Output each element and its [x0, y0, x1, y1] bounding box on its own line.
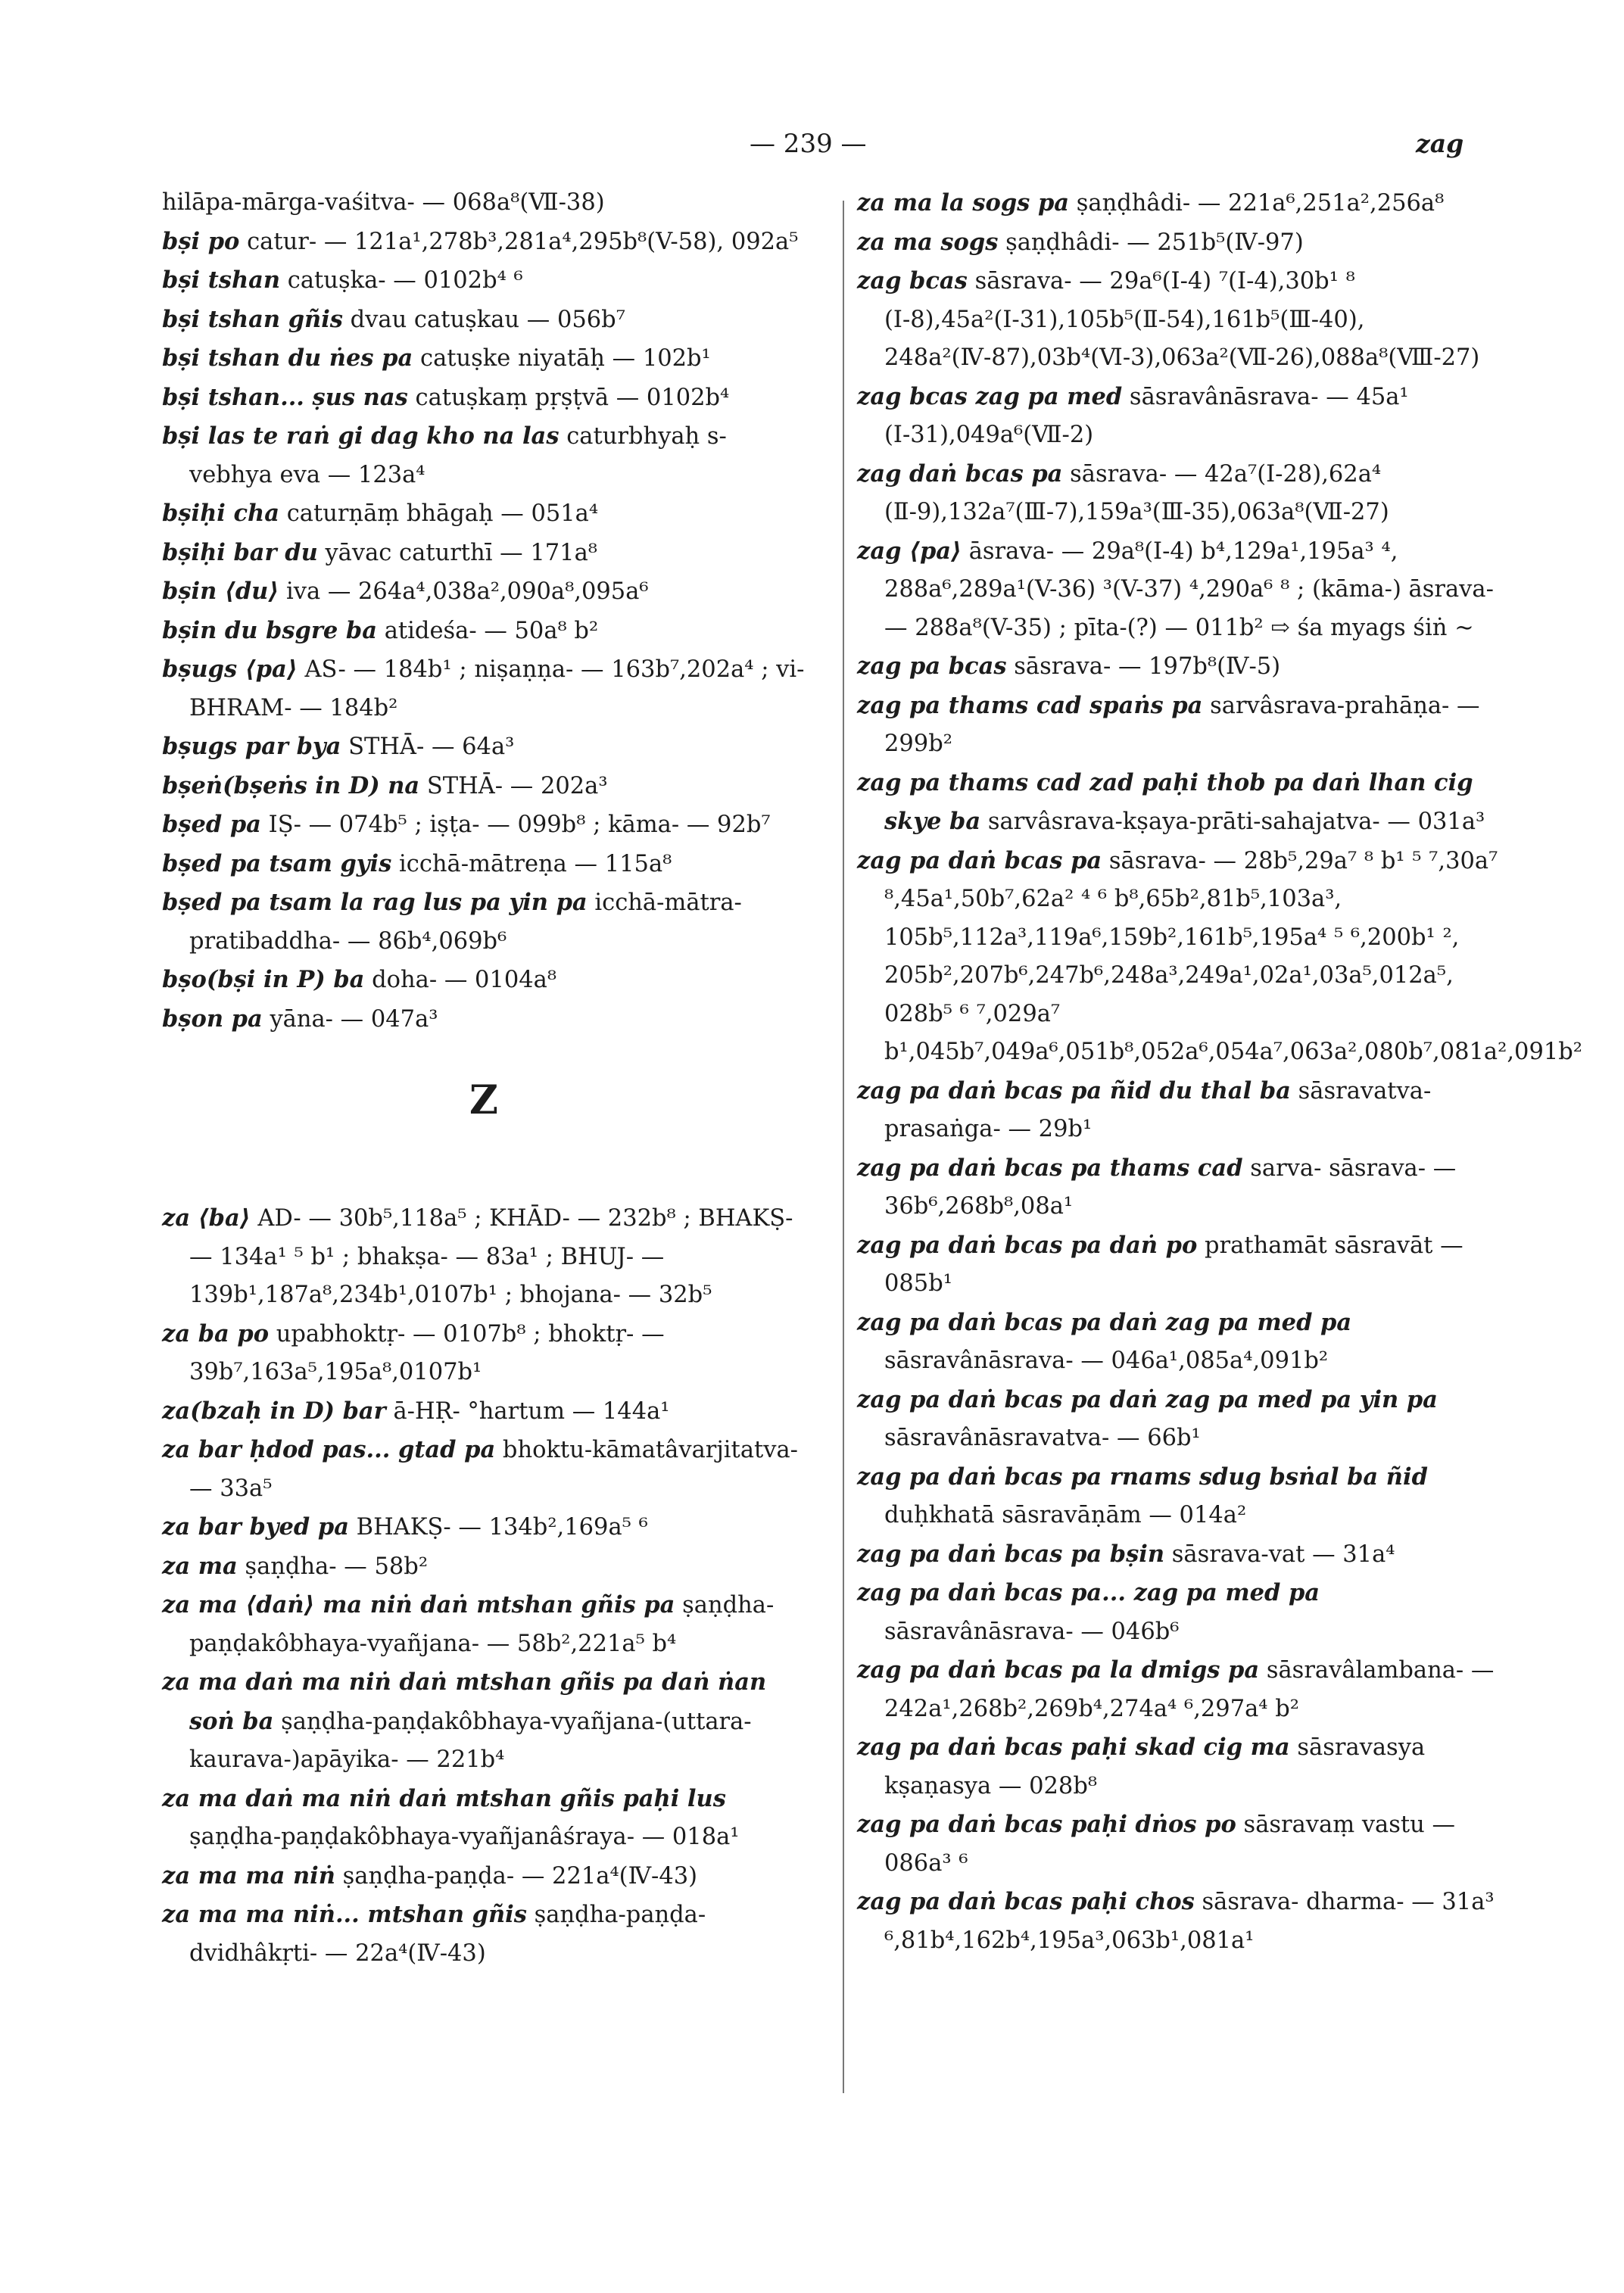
entry-definition: bhoktu-kāmatâvarjitatva- — 33a⁵ [189, 1437, 798, 1502]
entry-headword: bṣi las te raṅ gi dag kho na las [162, 422, 560, 450]
entry-definition: sāsrava- — 29a⁶(Ⅰ-4) ⁷(Ⅰ-4),30b¹ ⁸ (Ⅰ-8),45a²(Ⅰ-31),105b⁵(Ⅱ-54),161b⁵(Ⅲ-40), 248a²(Ⅳ-87),03b⁴(Ⅵ-3),063a²(Ⅶ-26),088a⁸(Ⅷ-27) [884, 268, 1480, 371]
dictionary-entry [162, 727, 806, 767]
entry-headword: za ba po [162, 1319, 270, 1347]
dictionary-entry [857, 1072, 1516, 1149]
entry-definition: ā-HṚ- °hartum — 144a¹ [393, 1397, 670, 1425]
entry-definition: hilāpa-mārga-vaśitva- — 068a⁸(Ⅶ-38) [162, 189, 605, 216]
entry-definition: icchā-mātreṇa — 115a⁸ [398, 850, 672, 877]
entry-headword: zag pa bcas [857, 653, 1007, 680]
entry-definition: yāvac caturthī — 171a⁸ [325, 539, 597, 566]
entry-definition: sāsrava- — 197b⁸(Ⅳ-5) [1014, 653, 1281, 680]
entry-headword: zag bcas [857, 267, 968, 294]
dictionary-entry [162, 339, 806, 379]
dictionary-entry [857, 262, 1516, 378]
entry-headword: zag pa daṅ bcas pa... zag pa med pa [857, 1579, 1320, 1606]
entry-definition: sāsrava- — 28b⁵,29a⁷ ⁸ b¹ ⁵ ⁷,30a⁷ ⁸,45a¹,50b⁷,62a² ⁴ ⁶ b⁸,65b²,81b⁵,103a³, 105b⁵,112a³,119a⁶,159b²,161b⁵,195a⁴ ⁵ ⁶,200b¹ ², 205b²,207b⁶,247b⁶,248a³,249a¹,02a¹,03a⁵,012a⁵, 028b⁵ ⁶ ⁷,029a⁷ b¹,045b⁷,049a⁶,051b⁸,052a⁶,054a⁷,063a²,080b⁷,081a²,091b² [884, 847, 1582, 1065]
entry-headword: bṣugs par bya [162, 733, 341, 760]
entry-headword: za bar ḥdod pas... gtad pa [162, 1436, 496, 1463]
entry-headword: zag pa daṅ bcas pa [857, 846, 1102, 874]
entry-definition: catuṣke niyatāḥ — 102b¹ [419, 345, 711, 372]
entry-definition: sāsrava- dharma- — 31a³ ⁶,81b⁴,162b⁴,195a³,063b¹,081a¹ [884, 1889, 1495, 1954]
entry-headword: za ma la sogs pa [857, 189, 1070, 217]
entry-headword: zag pa daṅ bcas pa thams cad [857, 1154, 1243, 1182]
entry-headword: zag bcas zag pa med [857, 382, 1123, 410]
entry-definition: IṢ- — 074b⁵ ; iṣṭa- — 099b⁸ ; kāma- — 92b⁷ [268, 812, 771, 838]
entry-headword: bṣiḥi cha [162, 500, 279, 527]
entry-headword: zag pa daṅ bcas pa daṅ zag pa med pa [857, 1308, 1352, 1336]
dictionary-entry [162, 612, 806, 651]
entry-definition: STHĀ- — 202a³ [426, 772, 608, 799]
dictionary-entry [857, 1381, 1516, 1458]
dictionary-entry [857, 1805, 1516, 1883]
entry-headword: zag pa daṅ bcas pa bṣin [857, 1540, 1165, 1568]
entry-definition: ṣaṇḍhâdi- — 251b⁵(Ⅳ-97) [1005, 229, 1304, 256]
dictionary-entry [162, 1000, 806, 1039]
column-divider [843, 201, 844, 2093]
dictionary-entry [162, 1857, 806, 1896]
left-column [162, 184, 806, 1973]
entry-headword: za ma [162, 1552, 238, 1580]
dictionary-entry [162, 184, 806, 223]
entry-definition: sāsravasya kṣaṇasya — 028b⁸ [884, 1734, 1426, 1799]
left-entries-z [162, 1199, 806, 1973]
entry-definition: atideśa- — 50a⁸ b² [384, 617, 599, 644]
entry-definition: AS- — 184b¹ ; niṣaṇṇa- — 163b⁷,202a⁴ ; vi-BHRAM- — 184b² [189, 656, 805, 721]
entry-definition: sarvâsrava-prahāṇa- — 299b² [884, 692, 1480, 757]
entry-headword: za ma daṅ ma niṅ daṅ mtshan gñis paḥi lus [162, 1784, 726, 1812]
entry-headword: bṣo(bṣi in P) ba [162, 966, 365, 993]
entry-headword: bṣi tshan gñis [162, 305, 343, 333]
entry-definition: sāsrava-vat — 31a⁴ [1171, 1541, 1395, 1568]
entry-headword: bṣin du bsgre ba [162, 616, 378, 644]
dictionary-entry [857, 1535, 1516, 1575]
entry-headword: zag pa daṅ bcas pa daṅ po [857, 1231, 1198, 1259]
entry-definition: ṣaṇḍha-paṇḍakôbhaya-vyañjana- — 58b²,221a⁵ b⁴ [189, 1592, 775, 1657]
dictionary-entry [162, 805, 806, 845]
entry-headword: zag pa daṅ bcas pa daṅ zag pa med pa yin pa [857, 1385, 1438, 1413]
entry-headword: bṣin ⟨du⟩ [162, 578, 279, 605]
dictionary-entry [162, 1431, 806, 1508]
entry-headword: bṣed pa [162, 811, 261, 838]
dictionary-entry [162, 494, 806, 534]
entry-headword: zag pa daṅ bcas paḥi chos [857, 1888, 1195, 1915]
entry-definition: ṣaṇḍha- — 58b² [245, 1553, 429, 1580]
entry-definition: ṣaṇḍha-paṇḍa-dvidhâkṛti- — 22a⁴(Ⅳ-43) [189, 1902, 706, 1967]
dictionary-entry [162, 417, 806, 494]
entry-headword: bṣon pa [162, 1005, 263, 1033]
dictionary-entry [857, 1574, 1516, 1651]
dictionary-entry [857, 184, 1516, 223]
entry-definition: doha- — 0104a⁸ [372, 967, 557, 993]
entry-headword: za(bzaḥ in D) bar [162, 1397, 386, 1425]
dictionary-entry [857, 647, 1516, 687]
dictionary-entry [162, 883, 806, 961]
entry-definition: duḥkhatā sāsravāṇām — 014a² [884, 1502, 1247, 1528]
dictionary-entry [857, 842, 1582, 1072]
dictionary-entry [857, 223, 1516, 263]
entry-definition: sarva- sāsrava- — 36b⁶,268b⁸,08a¹ [884, 1154, 1457, 1220]
dictionary-entry [162, 379, 806, 418]
entry-headword: zag pa daṅ bcas paḥi skad cig ma [857, 1734, 1290, 1761]
entry-definition: AD- — 30b⁵,118a⁵ ; KHĀD- — 232b⁸ ; BHAKṢ- — 134a¹ ⁵ b¹ ; bhakṣa- — 83a¹ ; BHUJ- — 139b¹,187a⁸,234b¹,0107b¹ ; bhojana- — 32b⁵ [189, 1205, 793, 1308]
entry-headword: za bar byed pa [162, 1513, 349, 1541]
dictionary-entry [162, 845, 806, 884]
entry-headword: za ma ma niṅ [162, 1862, 335, 1890]
dictionary-entry [857, 378, 1516, 455]
entry-definition: sāsravaṃ vastu — 086a³ ⁶ [884, 1812, 1455, 1877]
dictionary-entry [162, 1780, 806, 1857]
dictionary-entry [162, 1315, 806, 1392]
entry-headword: bṣed pa tsam la rag lus pa yin pa [162, 889, 588, 916]
entry-headword: bṣi tshan [162, 266, 281, 294]
entry-headword: zag ⟨pa⟩ [857, 537, 962, 565]
entry-headword: bṣugs ⟨pa⟩ [162, 656, 298, 683]
dictionary-entry [162, 1199, 806, 1315]
dictionary-entry [857, 532, 1516, 648]
entry-definition: ṣaṇḍha-paṇḍakôbhaya-vyañjanâśraya- — 018a¹ [189, 1824, 740, 1850]
dictionary-entry [162, 261, 806, 301]
entry-definition: sāsravânāsravatva- — 66b¹ [884, 1425, 1201, 1451]
dictionary-entry [857, 1149, 1516, 1226]
page-number: — 239 — [750, 129, 867, 159]
entry-definition: yāna- — 047a³ [270, 1005, 438, 1033]
entry-headword: zag pa daṅ bcas pa ñid du thal ba [857, 1076, 1291, 1104]
left-entries [162, 184, 806, 1039]
dictionary-entry [162, 1663, 806, 1780]
dictionary-entry [162, 301, 806, 340]
entry-headword: zag pa daṅ bcas paḥi dṅos po [857, 1811, 1236, 1838]
right-entries [857, 184, 1582, 1960]
entry-headword: bṣed pa tsam gyis [162, 849, 392, 877]
entry-headword: bṣi tshan du ṅes pa [162, 344, 413, 372]
dictionary-entry [857, 687, 1516, 764]
dictionary-entry [857, 1728, 1516, 1805]
entry-headword: za ma daṅ ma niṅ daṅ mtshan gñis pa daṅ ṅan soṅ ba [162, 1668, 767, 1735]
entry-headword: za ma ma niṅ... mtshan gñis [162, 1901, 527, 1928]
dictionary-entry [857, 1883, 1516, 1960]
entry-definition: ṣaṇḍha-paṇḍakôbhaya-vyañjana-(uttara-kaurava-)apāyika- — 221b⁴ [189, 1708, 752, 1773]
dictionary-entry [162, 572, 806, 612]
entry-definition: iva — 264a⁴,038a²,090a⁸,095a⁶ [285, 578, 649, 605]
dictionary-entry [162, 1586, 806, 1663]
entry-definition: ṣaṇḍhâdi- — 221a⁶,251a²,256a⁸ [1076, 190, 1445, 217]
dictionary-entry [857, 1651, 1516, 1728]
entry-headword: bṣeṅ(bṣeṅs in D) na [162, 771, 420, 799]
dictionary-entry [162, 223, 806, 262]
dictionary-entry [857, 455, 1516, 532]
dictionary-entry [857, 1458, 1516, 1535]
dictionary-entry [162, 1392, 806, 1432]
entry-definition: sāsravâlambana- — 242a¹,268b²,269b⁴,274a⁴ ⁶,297a⁴ b² [884, 1657, 1495, 1722]
entry-headword: za ma ⟨daṅ⟩ ma niṅ daṅ mtshan gñis pa [162, 1591, 675, 1618]
entry-definition: ṣaṇḍha-paṇḍa- — 221a⁴(Ⅳ-43) [342, 1862, 698, 1890]
dictionary-entry [162, 767, 806, 806]
entry-definition: BHAKṢ- — 134b²,169a⁵ ⁶ [356, 1514, 648, 1541]
dictionary-entry [162, 1547, 806, 1587]
entry-definition: sāsravânāsrava- — 45a¹ (Ⅰ-31),049a⁶(Ⅶ-2) [884, 383, 1409, 448]
entry-definition: dvau catuṣkau — 056b⁷ [350, 306, 625, 333]
right-column [857, 184, 1582, 1960]
dictionary-entry [162, 534, 806, 573]
entry-definition: catur- — 121a¹,278b³,281a⁴,295b⁸(V-58), 092a⁵ [247, 228, 799, 255]
entry-headword: zag daṅ bcas pa [857, 460, 1063, 488]
dictionary-entry [162, 650, 806, 727]
entry-definition: caturṇāṃ bhāgaḥ — 051a⁴ [286, 500, 599, 527]
dictionary-entry [162, 961, 806, 1000]
entry-definition: sarvâsrava-kṣaya-prāti-sahajatva- — 031a³ [987, 808, 1485, 835]
entry-headword: zag pa daṅ bcas pa la dmigs pa [857, 1656, 1260, 1684]
entry-headword: zag pa thams cad zad paḥi thob pa daṅ lhan cig skye ba [857, 768, 1473, 835]
entry-definition: āsrava- — 29a⁸(Ⅰ-4) b⁴,129a¹,195a³ ⁴, 288a⁶,289a¹(V-36) ³(V-37) ⁴,290a⁶ ⁸ ; (kāma-) āsrava- — 288a⁸(V-35) ; pīta-(?) — 011b² ⇨ śa myags śiṅ ∼ [884, 537, 1494, 641]
dictionary-entry [162, 1508, 806, 1547]
dictionary-entry [857, 1226, 1516, 1304]
entry-definition: icchā-mātra-pratibaddha- — 86b⁴,069b⁶ [189, 889, 742, 955]
entry-definition: sāsrava- — 42a⁷(Ⅰ-28),62a⁴ (Ⅱ-9),132a⁷(Ⅲ-7),159a³(Ⅲ-35),063a⁸(Ⅶ-27) [884, 460, 1389, 525]
dictionary-entry [857, 764, 1516, 842]
entry-headword: za ma sogs [857, 228, 999, 256]
entry-definition: sāsravânāsrava- — 046b⁶ [884, 1618, 1180, 1645]
entry-headword: bṣiḥi bar du [162, 538, 318, 566]
entry-headword: za ⟨ba⟩ [162, 1204, 251, 1232]
entry-headword: zag pa daṅ bcas pa rnams sdug bsṅal ba ñid [857, 1463, 1428, 1491]
entry-definition: STHĀ- — 64a³ [348, 734, 515, 760]
running-head: zag [1416, 129, 1464, 158]
entry-definition: prathamāt sāsravāt — 085b¹ [884, 1232, 1463, 1297]
entry-definition: catuṣka- — 0102b⁴ ⁶ [287, 267, 523, 294]
entry-headword: zag pa thams cad spaṅs pa [857, 691, 1203, 719]
dictionary-entry [857, 1304, 1516, 1381]
section-letter: Z [469, 1077, 498, 1123]
entry-definition: catuṣkaṃ pṛṣṭvā — 0102b⁴ [415, 384, 730, 411]
entry-definition: caturbhyaḥ s-vebhya eva — 123a⁴ [189, 423, 727, 488]
dictionary-entry [162, 1896, 806, 1973]
entry-definition: upabhoktṛ- — 0107b⁸ ; bhoktṛ- — 39b⁷,163a⁵,195a⁸,0107b¹ [189, 1320, 665, 1385]
entry-headword: bṣi po [162, 227, 240, 255]
entry-definition: sāsravatva-prasaṅga- — 29b¹ [884, 1077, 1432, 1142]
entry-headword: bṣi tshan... ṣus nas [162, 383, 408, 411]
entry-definition: sāsravânāsrava- — 046a¹,085a⁴,091b² [884, 1347, 1329, 1374]
